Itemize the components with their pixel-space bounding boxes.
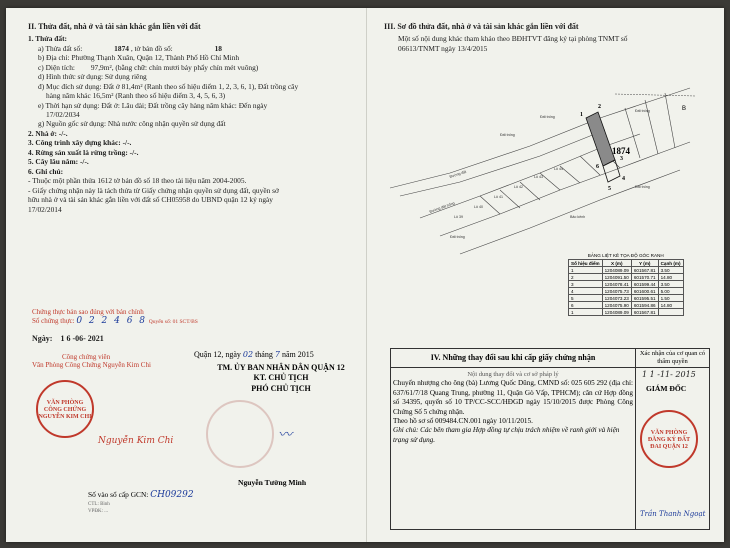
notes-heading: 6. Ghi chú:: [28, 166, 64, 176]
certify-block: Chứng thực bản sao đúng với bản chính Số chứng thực: 0 2 2 4 6 8 Quyển số: 01 SCT/BS Ngày: 1 6 -06- 2021 Công chứng viên Văn Phòng Công Chứng Nguyễn Kim Chi: [32, 308, 198, 369]
svg-text:2: 2: [598, 104, 601, 110]
issuer-block: TM. ỦY BAN NHÂN DÂN QUẬN 12 KT. CHỦ TỊCH PHÓ CHỦ TỊCH: [217, 363, 345, 393]
svg-text:Đường đất trống: Đường đất trống: [428, 201, 456, 214]
road-edge-mid: [400, 130, 605, 196]
parcel-number: 1874: [114, 43, 129, 53]
map-sheet-number: 18: [214, 43, 222, 53]
change-file-ref: Theo hồ sơ số 009484.CN.001 ngày 10/11/2015.: [393, 416, 533, 425]
section-iii-title: III. Sơ đồ thửa đất, nhà ở và tài sản khác gắn liền với đất: [384, 22, 579, 31]
svg-text:Lô 40: Lô 40: [474, 205, 483, 209]
svg-text:Đất trống: Đất trống: [450, 235, 465, 239]
svg-text:Đất trống: Đất trống: [540, 115, 555, 119]
map-lot-labels: [429, 109, 650, 239]
notary-signature: Nguyễn Kim Chi: [98, 436, 174, 446]
parcel-number-line: a) Thửa đất số: 1874 , tờ bản đồ số: 18: [38, 43, 222, 53]
changes-box: [390, 348, 710, 530]
area-line: c) Diện tích: 97,9m², (bằng chữ: chín mươi bảy phẩy chín mét vuông): [38, 62, 259, 72]
house-line: 2. Nhà ở: -/-.: [28, 128, 68, 138]
svg-text:Lô 43: Lô 43: [534, 175, 543, 179]
svg-text:3: 3: [620, 156, 623, 162]
confirm-title: GIÁM ĐỐC: [646, 384, 687, 393]
coordinates-table: [568, 259, 684, 316]
note-line-2: - Giấy chứng nhận này là tách thửa từ Giấy chứng nhận quyền sử dụng đất, quyền sở: [28, 185, 279, 195]
confirm-date: 1 1 -11- 2015: [642, 370, 696, 379]
confirm-column-title: Xác nhận của cơ quan có thẩm quyền: [639, 350, 706, 365]
change-note: Ghi chú: Các bên tham gia Hợp đồng tự chịu trách nhiệm về ranh giới và hiện trạng sử dụng.: [393, 426, 620, 444]
svg-text:Lô 44: Lô 44: [554, 167, 563, 171]
other-works-line: 3. Công trình xây dựng khác: -/-.: [28, 138, 132, 148]
certify-date: Ngày: 1 6 -06- 2021: [32, 334, 104, 343]
reference-note: Một số nội dung khác tham khảo theo BĐHTVT đăng ký tại phòng TNMT số 06613/TNMT ngày 13/4/2015: [398, 34, 628, 53]
address-line: b) Địa chỉ: Phường Thạnh Xuân, Quận 12, Thành Phố Hồ Chí Minh: [38, 53, 240, 63]
map-point-b: B: [682, 106, 687, 112]
section-ii-title: II. Thửa đất, nhà ở và tài sản khác gắn liền với đất: [28, 22, 201, 31]
table-row: 5 1204073.23 601595.51 1.50: [569, 295, 684, 302]
parcel-1874-shape: [586, 112, 615, 166]
parcel-map: [390, 78, 710, 268]
certificate-sheet: [6, 8, 724, 542]
coordinates-table-block: [568, 253, 684, 316]
usage-form-line: d) Hình thức sử dụng: Sử dụng riêng: [38, 72, 147, 82]
svg-text:Lô 42: Lô 42: [514, 185, 523, 189]
notary-stamp: VĂN PHÒNG CÔNG CHỨNG NGUYỄN KIM CHI: [36, 380, 94, 438]
svg-text:Đất trống: Đất trống: [500, 133, 515, 137]
page-fold: [366, 8, 367, 542]
svg-text:Đất trống: Đất trống: [635, 109, 650, 113]
table-row: 1 1204089.09 601567.81 3.50: [569, 267, 684, 274]
svg-text:4: 4: [622, 176, 625, 182]
notary-title: Công chứng viên: [62, 353, 111, 361]
table-row: 6 1204075.90 601594.86 14.80: [569, 302, 684, 309]
table-row: 1 1204089.09 601567.81: [569, 309, 684, 316]
table-row: 4 1204075.73 601600.61 5.00: [569, 288, 684, 295]
notary-office: Văn Phòng Công Chứng Nguyễn Kim Chi: [32, 361, 151, 369]
canal-line: [460, 170, 680, 254]
table-header-row: Số hiệu điểm X (m) Y (m) Cạnh (m): [569, 260, 684, 267]
change-text: Chuyển nhượng cho ông (bà) Lương Quốc Dũng, CMND số: 025 605 292 (địa chỉ: 637/61/7/18 Quang Trung, phường 11, Quận Gò Vấp, TPHCM); căn cứ Hợp đồng số 34395, quyển số 10 TP/CC-SCC/HĐGD ngày 15/10/2015 được Phòng Công Chứng Số 5 chứng nhận.: [393, 379, 633, 416]
parcel-heading: 1. Thửa đất:: [28, 34, 68, 44]
left-page: II. Thửa đất, nhà ở và tài sản khác gắn liền với đất 1. Thửa đất: a) Thửa đất số: 1874 , tờ bản đồ số: 18 b) Địa chỉ: Phường Thạnh Xuân, Quận 12, Thành Phố Hồ Chí Minh c) Diện tích: 97,9m², (bằng chữ: chín mươi bảy phẩy chín mét vuông) d) Hình thức sử dụng: Sử dụng riêng đ) Mục đích sử dụng: Đất ở 81,4m² (Ranh theo số hiệu điểm 1, 2, 3, 6, 1), Đất trồng cây hàng năm khác 16,5m² (Ranh theo số hiệu điểm 3, 4, 5, 6, 3) e) Thời hạn sử dụng: Đất ở: Lâu dài; Đất trồng cây hàng năm khác: Đến ngày 17/02/2034 g) Nguồn gốc sử dụng: Nhà nước công nhận quyền sử dụng đất 2. Nhà ở: -/-. 3. Công trình xây dựng khác: -/-. 4. Rừng sản xuất là rừng trồng: -/-. 5. Cây lâu năm: -/-. 6. Ghi chú: - Thuộc một phần thửa 1612 tờ bản đồ số 18 theo tài liệu năm 2004-2005. - Giấy chứng nhận này là tách thửa từ Giấy chứng nhận quyền sử dụng đất, quyền sở hữu nhà ở và tài sản khác gắn liền với đất số CH05958 do UBND quận 12 ký ngày 17/02/2014: [28, 22, 358, 214]
perennial-line: 5. Cây lâu năm: -/-.: [28, 157, 89, 167]
confirm-signature: Trần Thanh Ngoạt: [640, 510, 706, 518]
change-content: Nội dung thay đổi và cơ sở pháp lý Chuyển nhượng cho ông (bà) Lương Quốc Dũng, CMND số: 025 605 292 (địa chỉ: 637/61/7/18 Quang Trung, phường 11, Quận Gò Vấp, TPHCM); căn cứ Hợp đồng số 34395, quyển số 10 TP/CC-SCC/HĐGD ngày 15/10/2015 được Phòng Công Chứng Số 5 chứng nhận. Theo hồ sơ số 009484.CN.001 ngày 10/11/2015. Ghi chú: Các bên tham gia Hợp đồng tự chịu trách nhiệm về ranh giới và hiện trạng sử dụng.: [391, 368, 636, 529]
svg-text:Lô 41: Lô 41: [494, 195, 503, 199]
confirm-column: [636, 368, 709, 529]
usage-term-line: e) Thời hạn sử dụng: Đất ở: Lâu dài; Đất trồng cây hàng năm khác: Đến ngày: [38, 100, 268, 110]
changes-box-title: IV. Những thay đổi sau khi cấp giấy chứng nhận: [391, 349, 636, 367]
issuer-stamp: [206, 400, 274, 468]
gcn-number: CH09292: [150, 490, 194, 500]
gcn-footnote: CTL: Bình VPĐK: ...: [88, 502, 110, 514]
certify-number: 0 2 2 4 6 8: [76, 316, 148, 326]
usage-purpose-line: đ) Mục đích sử dụng: Đất ở 81,4m² (Ranh theo số hiệu điểm 1, 2, 3, 6, 1), Đất trồng cây: [38, 81, 299, 91]
lot-row-line-2: [440, 142, 690, 236]
map-parcel-label: 1874: [612, 146, 630, 156]
svg-text:1: 1: [580, 112, 583, 118]
svg-text:Lô 39: Lô 39: [454, 215, 463, 219]
forest-line: 4. Rừng sản xuất là rừng trồng: -/-.: [28, 147, 139, 157]
svg-text:Đường đất: Đường đất: [449, 169, 467, 179]
signer-name: Nguyễn Tường Minh: [238, 478, 307, 487]
table-row: 2 1204091.50 601570.71 14.80: [569, 274, 684, 281]
coordinates-table-title: BẢNG LIỆT KÊ TỌA ĐỘ GÓC RANH: [587, 253, 664, 258]
svg-text:Đất trống: Đất trống: [635, 185, 650, 189]
gcn-entry: Số vào sổ cấp GCN: CH09292: [88, 490, 194, 500]
origin-line: g) Nguồn gốc sử dụng: Nhà nước công nhận quyền sử dụng đất: [38, 119, 226, 129]
confirm-stamp: VĂN PHÒNG ĐĂNG KÝ ĐẤT ĐAI QUẬN 12: [640, 410, 698, 468]
table-row: 3 1204078.41 601599.44 3.50: [569, 281, 684, 288]
svg-text:Bảo kênh: Bảo kênh: [570, 215, 586, 219]
certify-title: Chứng thực bản sao đúng với bản chính: [32, 308, 144, 316]
issue-date: Quận 12, ngày 02 tháng 7 năm 2015: [194, 350, 314, 359]
right-page: [384, 22, 714, 53]
note-line-1: - Thuộc một phần thửa 1612 tờ bản đồ số 18 theo tài liệu năm 2004-2005.: [28, 176, 247, 186]
issuer-signature-mark: 〰: [278, 427, 292, 443]
svg-text:6: 6: [596, 164, 599, 170]
svg-text:5: 5: [608, 186, 611, 192]
